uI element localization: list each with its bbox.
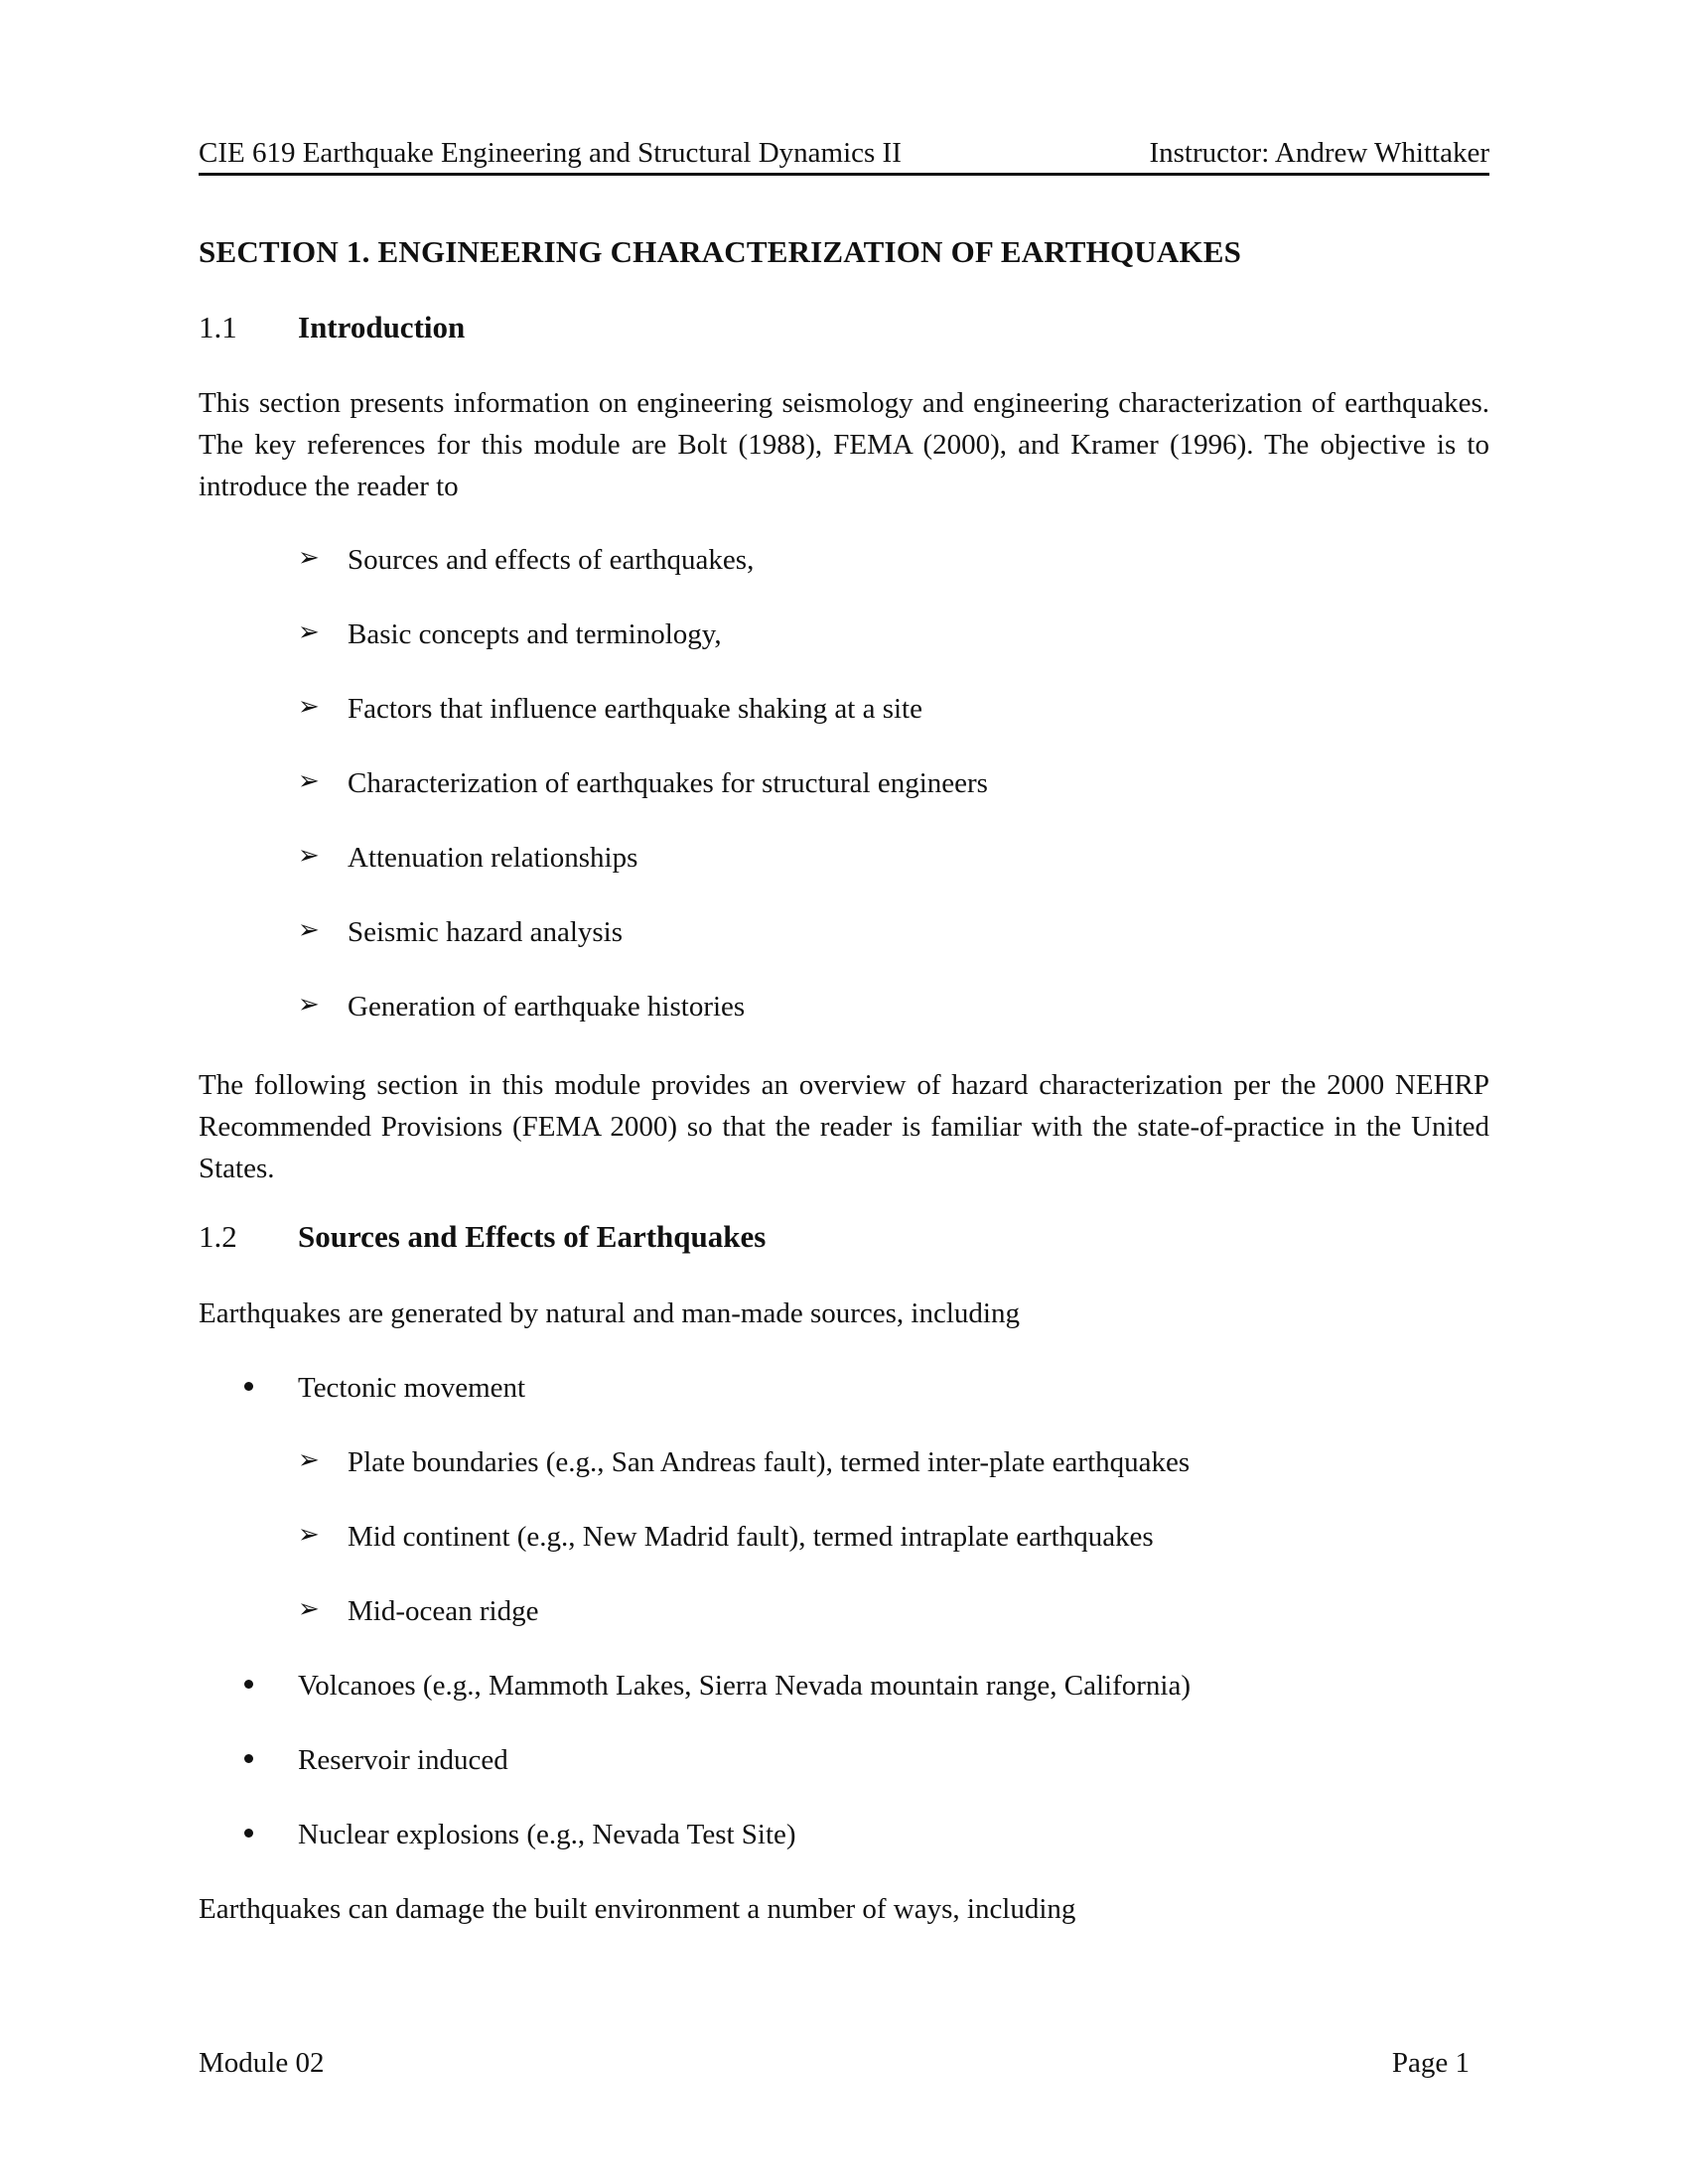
arrow-bullet-icon: ➢ [298, 1520, 320, 1550]
subsection-title: Introduction [298, 310, 466, 344]
footer-module: Module 02 [199, 2047, 325, 2079]
arrow-bullet-icon: ➢ [298, 841, 320, 871]
arrow-bullet-icon: ➢ [298, 543, 320, 573]
arrow-bullet-icon: ➢ [298, 1445, 320, 1475]
arrow-bullet-icon: ➢ [298, 766, 320, 796]
subsection-number: 1.1 [199, 310, 237, 344]
running-header [199, 137, 1489, 176]
bullet-dot-icon [244, 1829, 253, 1838]
header-instructor: Instructor: Andrew Whittaker [1149, 137, 1489, 169]
arrow-bullet-icon: ➢ [298, 915, 320, 945]
intro-paragraph: This section presents information on engineering seismology and engineering characterization of earthquakes. The key references for this module are Bolt (1988), FEMA (2000), and Kramer (1996). The objective is to introduce the reader to [199, 387, 1489, 502]
arrow-bullet-icon: ➢ [298, 1594, 320, 1624]
bullet-dot-icon [244, 1680, 253, 1689]
sources-intro: Earthquakes are generated by natural and man-made sources, including [199, 1297, 1020, 1329]
subsection-number: 1.2 [199, 1219, 237, 1254]
document-page: CIE 619 Earthquake Engineering and Structural Dynamics II Instructor: Andrew Whittaker SECTION 1. ENGINEERING CHARACTERIZATION OF EARTHQUAKES 1.1 Introduction This section presents information on engineering seismology and engineering characterization of earthquakes. The key references for this module are Bolt (1988), FEMA (2000), and Kramer (1996). The objective is to introduce the reader to ➢ Sources and effects of earthquakes, ➢ Basic concepts and terminology, ➢ Factors that influence earthquake shaking at a site ➢ Characterization of earthquakes for structural engineers ➢ Attenuation relationships ➢ Seismic hazard analysis ➢ Generation of earthquake histories The following section in this module provides an overview of hazard characterization per the 2000 NEHRP Recommended Provisions (FEMA 2000) so that the reader is familiar with the state-of-practice in the United States. 1.2 Sources and Effects of Earthquakes Earthquakes are generated by natural and man-made sources, including Tectonic movement ➢ Plate boundaries (e.g., San Andreas fault), termed inter-plate earthquakes ➢ Mid continent (e.g., New Madrid fault), termed intraplate earthquakes ➢ Mid-ocean ridge Volcanoes (e.g., Mammoth Lakes, Sierra Nevada mountain range, California) Reservoir induced Nuclear explosions (e.g., Nevada Test Site) Earthquakes can damage the built environment a number of ways, including Module 02 Page 1 [199, 137, 1489, 2079]
footer-page-number: Page 1 [1391, 2047, 1470, 2079]
closing-paragraph: The following section in this module provides an overview of hazard characterization per the 2000 NEHRP Recommended Provisions (FEMA 2000) so that the reader is familiar with the state-of-practice in the United States. [199, 1069, 1489, 1184]
bullet-dot-icon [244, 1382, 253, 1391]
damage-intro: Earthquakes can damage the built environment a number of ways, including [199, 1893, 1076, 1925]
header-course-title: CIE 619 Earthquake Engineering and Structural Dynamics II [199, 137, 902, 169]
arrow-bullet-icon: ➢ [298, 617, 320, 647]
arrow-bullet-icon: ➢ [298, 692, 320, 722]
bullet-dot-icon [244, 1754, 253, 1763]
section-title: SECTION 1. ENGINEERING CHARACTERIZATION OF EARTHQUAKES [199, 234, 1242, 269]
subsection-title: Sources and Effects of Earthquakes [298, 1219, 767, 1254]
arrow-bullet-icon: ➢ [298, 990, 320, 1020]
